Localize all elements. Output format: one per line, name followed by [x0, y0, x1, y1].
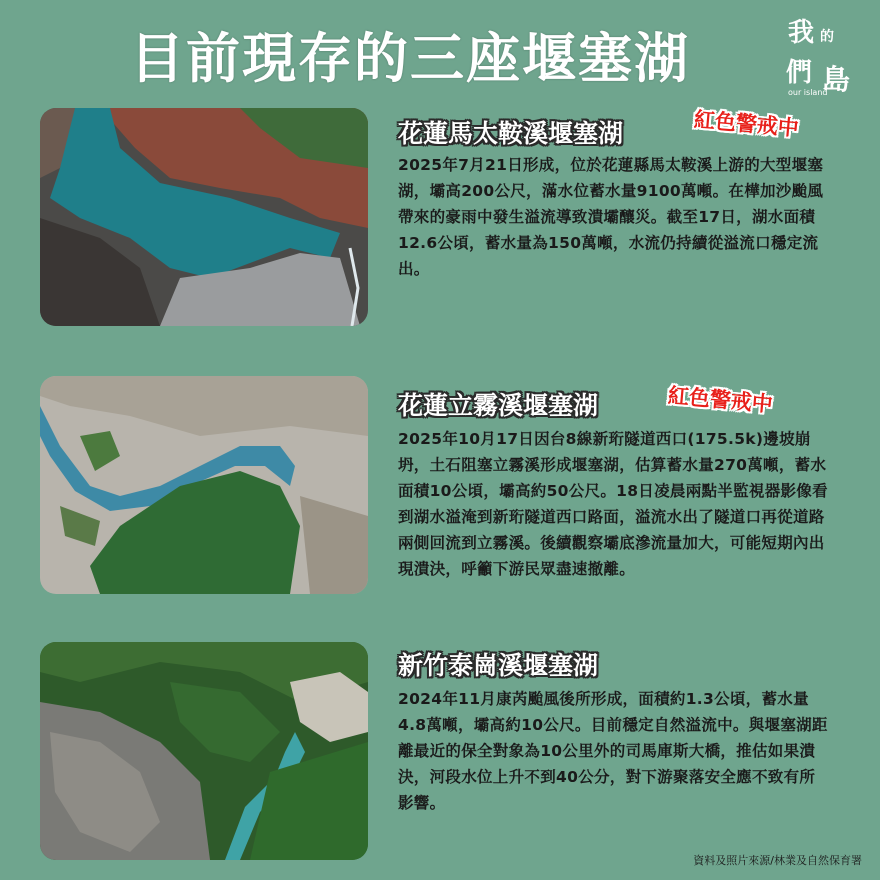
- red-alert-badge: 紅色警戒中: [693, 107, 800, 141]
- our-island-logo: 我 的 們 島 our island: [786, 18, 851, 97]
- section-title-liwu: 花蓮立霧溪堰塞湖: [398, 391, 599, 420]
- section-title-matai-an: 花蓮馬太鞍溪堰塞湖: [398, 119, 624, 148]
- source-credit: 資料及照片來源/林業及自然保育署: [693, 854, 862, 867]
- section-title-taigang: 新竹泰崗溪堰塞湖: [398, 651, 599, 680]
- photo-liwu-river-lake: [40, 376, 368, 594]
- page-title: 目前現存的三座堰塞湖: [130, 27, 690, 90]
- section-body-matai-an: 2025年7月21日形成，位於花蓮縣馬太鞍溪上游的大型堰塞湖，壩高200公尺，滿水位蓄水量9100萬噸。在樺加沙颱風帶來的豪雨中發生溢流導致潰壩釀災。截至17日，湖水面積12.6公頃，蓄水量為150萬噸，水流仍持續從溢流口穩定流出。: [398, 156, 824, 278]
- red-alert-badge: 紅色警戒中: [667, 383, 774, 417]
- section-body-taigang: 2024年11月康芮颱風後所形成，面積約1.3公頃，蓄水量4.8萬噸，壩高約10公尺。目前穩定自然溢流中。與堰塞湖距離最近的保全對象為10公里外的司馬庫斯大橋，推估如果潰決，河段水位上升不到40公分，對下游聚落安全應不致有所影響。: [398, 690, 828, 812]
- section-body-liwu: 2025年10月17日因台8線新珩隧道西口(175.5k)邊坡崩坍，土石阻塞立霧溪形成堰塞湖，估算蓄水量270萬噸，蓄水面積10公頃，壩高約50公尺。18日凌晨兩點半監視器影像看到湖水溢淹到新珩隧道西口路面，溢流水出了隧道口再從道路兩側回流到立霧溪。後續觀察壩底滲流量加大，可能短期內出現潰決，呼籲下游民眾盡速撤離。: [398, 430, 828, 578]
- photo-taigang-stream-lake: [40, 642, 368, 860]
- photo-matai-an-lake: [40, 108, 368, 326]
